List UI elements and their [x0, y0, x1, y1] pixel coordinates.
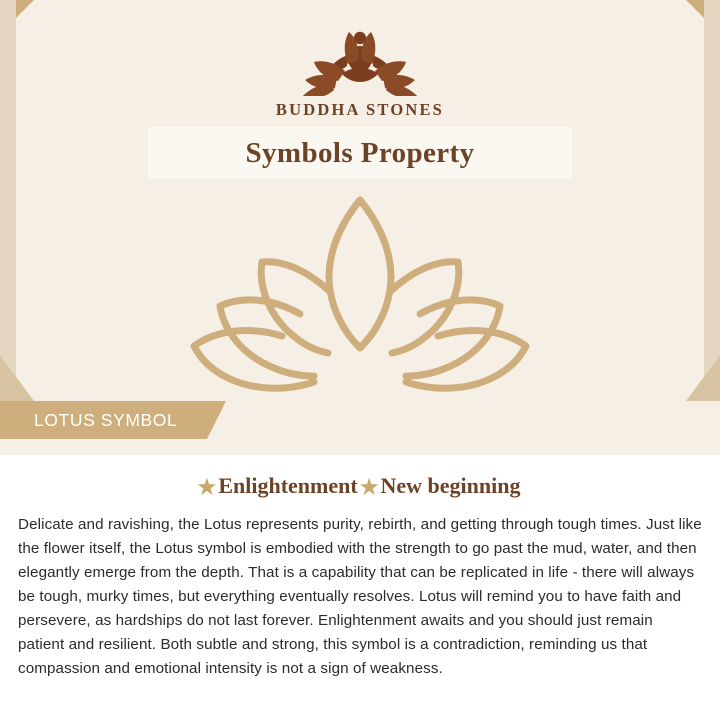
page-title: Symbols Property — [245, 136, 475, 169]
content-paragraph: Delicate and ravishing, the Lotus represents purity, rebirth, and getting through tough times. Just like the flower itself, the Lotus symbol is embodied with the strength to go past the mud, water, and then elegantly emerge from the depth. That is a capability that can be replicated in life - there will always be tough, murky times, but everything eventually resolves. Lotus will remind you to have faith and persevere, as hardships do not last forever. Enlightenment awaits and you should just remain patient and resilient. Both subtle and strong, this symbol is a contradiction, reminding us that compassion and emotional intensity is not a sign of weakness. — [18, 516, 702, 677]
symbol-tag — [0, 401, 207, 439]
content-panel — [0, 455, 720, 720]
headline-first-word: Enlightenment — [218, 473, 358, 498]
lotus-meditation-figure-icon — [285, 24, 435, 96]
title-banner — [148, 127, 572, 179]
brand-name: BUDDHA STONES — [275, 100, 445, 119]
lotus-flower-icon — [160, 186, 560, 396]
headline-second-word: New beginning — [380, 473, 521, 498]
star-icon-left: ★ — [197, 475, 217, 499]
wedge-decoration-right — [686, 355, 720, 401]
brand-logo-block — [0, 24, 720, 120]
symbol-tag-label: LOTUS SYMBOL — [34, 409, 178, 430]
wedge-decoration-left — [0, 355, 34, 401]
star-icon-middle: ★ — [359, 475, 379, 499]
content-headline — [18, 473, 702, 500]
